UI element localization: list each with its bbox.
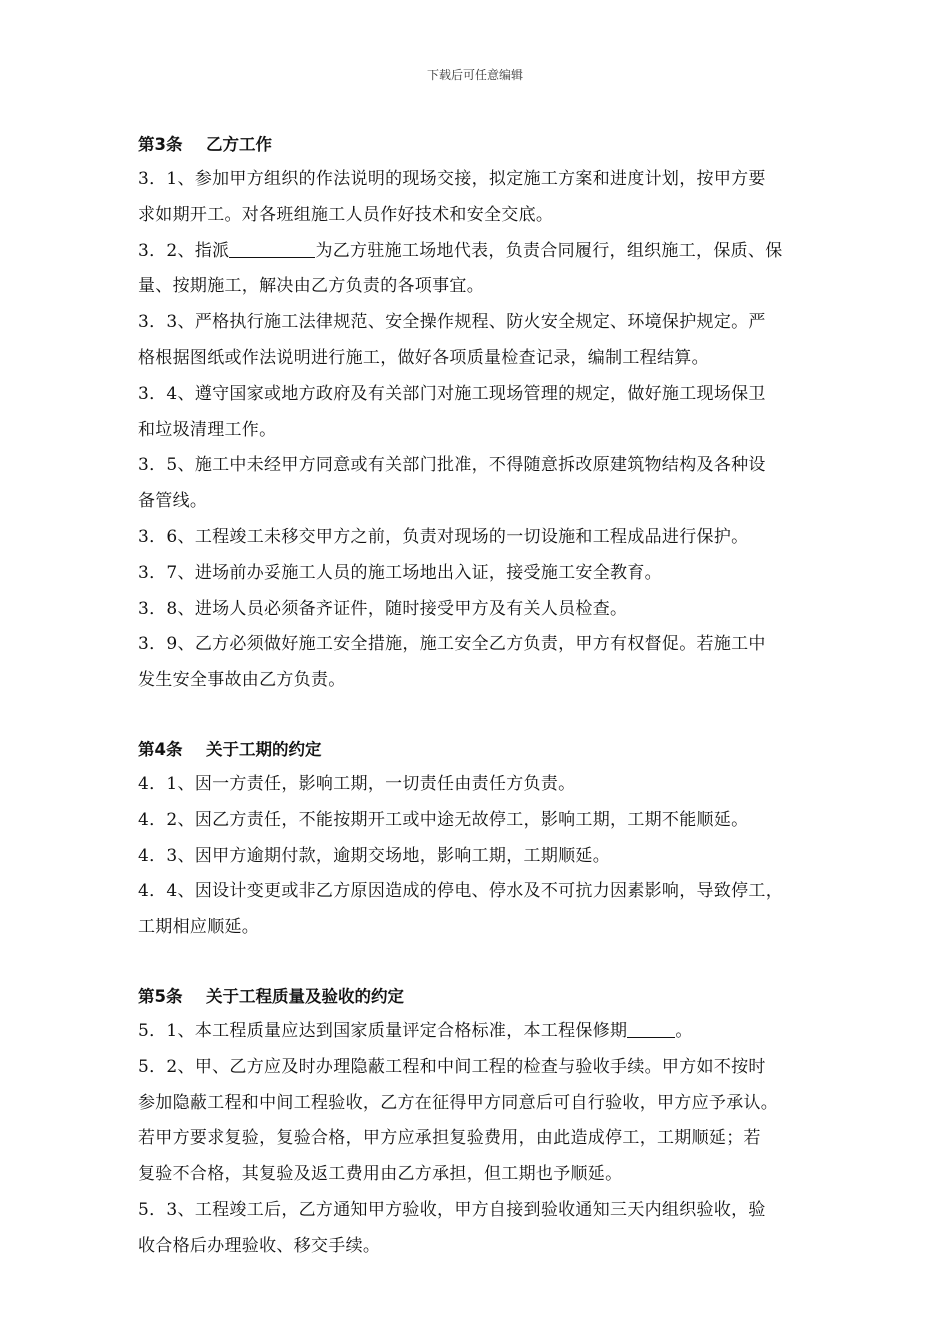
clause-3-3-line-1: 3．3、严格执行施工法律规范、安全操作规程、防火安全规定、环境保护规定。严 bbox=[138, 312, 766, 333]
clause-5-3-line-1: 5．3、工程竣工后，乙方通知甲方验收，甲方自接到验收通知三天内组织验收，验 bbox=[138, 1199, 766, 1220]
contract-body bbox=[138, 128, 863, 1265]
clause-3-3-line-2: 格根据图纸或作法说明进行施工，做好各项质量检查记录，编制工程结算。 bbox=[138, 347, 709, 368]
header-note: 下载后可任意编辑 bbox=[426, 68, 523, 82]
clause-3-2-prefix: 3．2、指派 bbox=[138, 240, 230, 261]
section-4-title: 关于工期的约定 bbox=[206, 739, 322, 759]
section-4-heading bbox=[138, 733, 863, 767]
clause-3-5-line-1: 3．5、施工中未经甲方同意或有关部门批准，不得随意拆改原建筑物结构及各种设 bbox=[138, 455, 766, 476]
clause-3-4-line-2: 和垃圾清理工作。 bbox=[138, 419, 277, 440]
clause-5-2-line-1: 5．2、甲、乙方应及时办理隐蔽工程和中间工程的检查与验收手续。甲方如不按时 bbox=[138, 1056, 766, 1077]
clause-3-7: 3．7、进场前办妥施工人员的施工场地出入证，接受施工安全教育。 bbox=[138, 562, 662, 583]
clause-5-1-suffix: 。 bbox=[675, 1020, 693, 1041]
clause-4-4-line-1: 4．4、因设计变更或非乙方原因造成的停电、停水及不可抗力因素影响，导致停工， bbox=[138, 881, 784, 902]
clause-3-5-line-2: 备管线。 bbox=[138, 491, 208, 512]
clause-5-2-line-4: 复验不合格，其复验及返工费用由乙方承担，但工期也予顺延。 bbox=[138, 1164, 623, 1185]
clause-3-1-line-2: 求如期开工。对各班组施工人员作好技术和安全交底。 bbox=[138, 204, 554, 225]
clause-3-2-suffix: 为乙方驻施工场地代表，负责合同履行，组织施工，保质、保 bbox=[315, 240, 783, 261]
clause-3-1-line-1: 3．1、参加甲方组织的作法说明的现场交接，拟定施工方案和进度计划，按甲方要 bbox=[138, 169, 766, 189]
clause-4-4-line-2: 工期相应顺延。 bbox=[138, 917, 260, 938]
clause-5-3-line-2: 收合格后办理验收、移交手续。 bbox=[138, 1235, 381, 1256]
clause-3-8: 3．8、进场人员必须备齐证件，随时接受甲方及有关人员检查。 bbox=[138, 598, 628, 619]
clause-4-3: 4．3、因甲方逾期付款，逾期交场地，影响工期，工期顺延。 bbox=[138, 845, 611, 866]
clause-5-2-line-2: 参加隐蔽工程和中间工程验收，乙方在征得甲方同意后可自行验收，甲方应予承认。 bbox=[138, 1092, 779, 1113]
section-3-number: 第3条 bbox=[138, 135, 183, 154]
clause-3-2-line-2: 量、按期施工，解决由乙方负责的各项事宜。 bbox=[138, 276, 484, 297]
section-3-heading bbox=[138, 128, 863, 162]
clause-3-9-line-2: 发生安全事故由乙方负责。 bbox=[138, 670, 346, 691]
section-5-title: 关于工程质量及验收的约定 bbox=[206, 986, 404, 1006]
clause-5-1-prefix: 5．1、本工程质量应达到国家质量评定合格标准，本工程保修期 bbox=[138, 1020, 628, 1041]
section-5-number: 第5条 bbox=[138, 986, 183, 1006]
clause-4-1: 4．1、因一方责任，影响工期，一切责任由责任方负责。 bbox=[138, 773, 576, 794]
clause-3-9-line-1: 3．9、乙方必须做好施工安全措施，施工安全乙方负责，甲方有权督促。若施工中 bbox=[138, 634, 766, 655]
section-gap bbox=[138, 946, 863, 980]
clause-4-2: 4．2、因乙方责任，不能按期开工或中途无故停工，影响工期，工期不能顺延。 bbox=[138, 809, 749, 830]
warranty-period-blank bbox=[627, 1019, 675, 1038]
clause-5-1 bbox=[138, 1014, 863, 1050]
clause-3-2-line-1 bbox=[138, 234, 863, 270]
section-3-title: 乙方工作 bbox=[206, 135, 272, 154]
clause-5-2-line-3: 若甲方要求复验，复验合格，甲方应承担复验费用，由此造成停工，工期顺延；若 bbox=[138, 1128, 761, 1149]
clause-3-4-line-1: 3．4、遵守国家或地方政府及有关部门对施工现场管理的规定，做好施工现场保卫 bbox=[138, 383, 766, 404]
section-gap bbox=[138, 699, 863, 733]
clause-3-6: 3．6、工程竣工未移交甲方之前，负责对现场的一切设施和工程成品进行保护。 bbox=[138, 526, 749, 547]
representative-blank bbox=[229, 239, 315, 258]
section-4-number: 第4条 bbox=[138, 739, 183, 759]
section-5-heading bbox=[138, 980, 863, 1014]
